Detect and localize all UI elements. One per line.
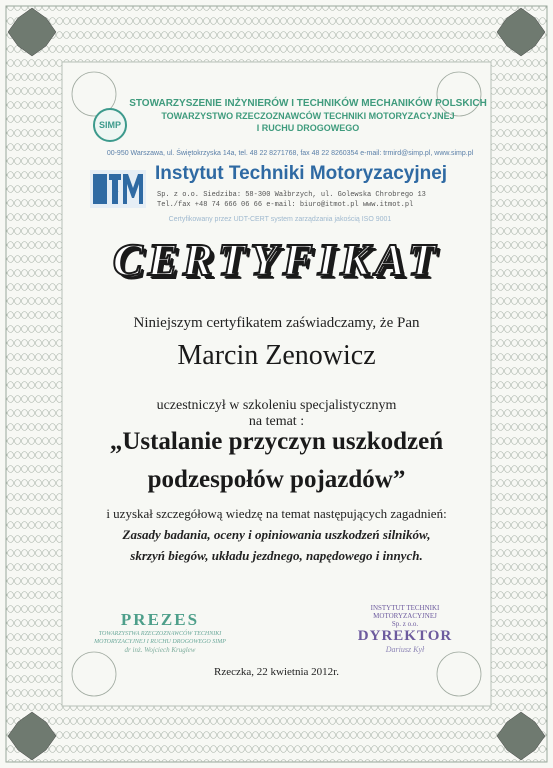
president-name: dr inż. Wojciech Kruglew [124, 646, 196, 654]
director-org-line1: INSTYTUT TECHNIKI [370, 604, 440, 612]
organization-header [128, 98, 488, 134]
training-topic-line2: podzespołów pojazdów” [147, 466, 406, 493]
org-address: 00-950 Warszawa, ul. Świętokrzyska 14a, tel. 48 22 8271768, fax 48 22 8260354 e-mail: trmird@simp.pl, www.simp.pl [106, 150, 474, 157]
director-org-line2: MOTORYZACYJNEJ [373, 612, 437, 620]
director-signature-stamp [340, 604, 470, 654]
participation-text: uczestniczył w szkoleniu specjalistycznym [156, 398, 397, 413]
training-scope-line2: skrzyń biegów, układu jezdnego, napędowego i innych. [130, 548, 423, 563]
institute-address-line2: Tel./fax +48 74 666 06 66 e-mail: biuro@itmot.pl www.itmot.pl [157, 201, 414, 209]
certificate-title: CERTYFIKAT [112, 235, 441, 285]
simp-logo: SIMP [93, 108, 127, 142]
recipient-name: Marcin Zenowicz [177, 340, 376, 371]
institute-address [157, 190, 426, 210]
place-and-date: Rzeczka, 22 kwietnia 2012r. [214, 666, 339, 678]
institute-name: Instytut Techniki Motoryzacyjnej [155, 163, 448, 184]
director-name: Dariusz Kył [385, 645, 425, 654]
svg-text:ITM: ITM [117, 192, 119, 193]
topic-label: na temat : [248, 414, 305, 429]
president-organization: TOWARZYSTWA RZECZOZNAWCÓW TECHNIKI MOTORYZACYJNEJ I RUCHU DROGOWEGO SIMP [94, 631, 226, 645]
president-signature-stamp [90, 610, 230, 654]
org-name-line2: TOWARZYSTWO RZECZOZNAWCÓW TECHNIKI MOTORYZACYJNEJ [161, 111, 455, 121]
itm-logo [90, 170, 146, 208]
iso-certification-note: Certyfikowany przez UDT-CERT system zarządzania jakością ISO 9001 [168, 216, 392, 223]
president-title: PREZES [120, 610, 200, 629]
institute-address-line1: Sp. z o.o. Siedziba: 58-300 Wałbrzych, ul. Golewska Chrobrego 13 [157, 191, 426, 199]
director-org-line3: Sp. z o.o. [391, 620, 419, 628]
director-title: DYREKTOR [357, 628, 453, 644]
org-name-line1: STOWARZYSZENIE INŻYNIERÓW I TECHNIKÓW MECHANIKÓW POLSKICH [129, 98, 487, 109]
training-topic-line1: „Ustalanie przyczyn uszkodzeń [109, 428, 444, 455]
training-scope-line1: Zasady badania, oceny i opiniowania uszkodzeń silników, [122, 527, 431, 542]
org-name-line3: I RUCHU DROGOWEGO [256, 123, 360, 133]
knowledge-intro: i uzyskał szczegółową wiedzę na temat następujących zagadnień: [106, 506, 447, 521]
intro-text: Niniejszym certyfikatem zaświadczamy, że Pan [133, 315, 420, 331]
